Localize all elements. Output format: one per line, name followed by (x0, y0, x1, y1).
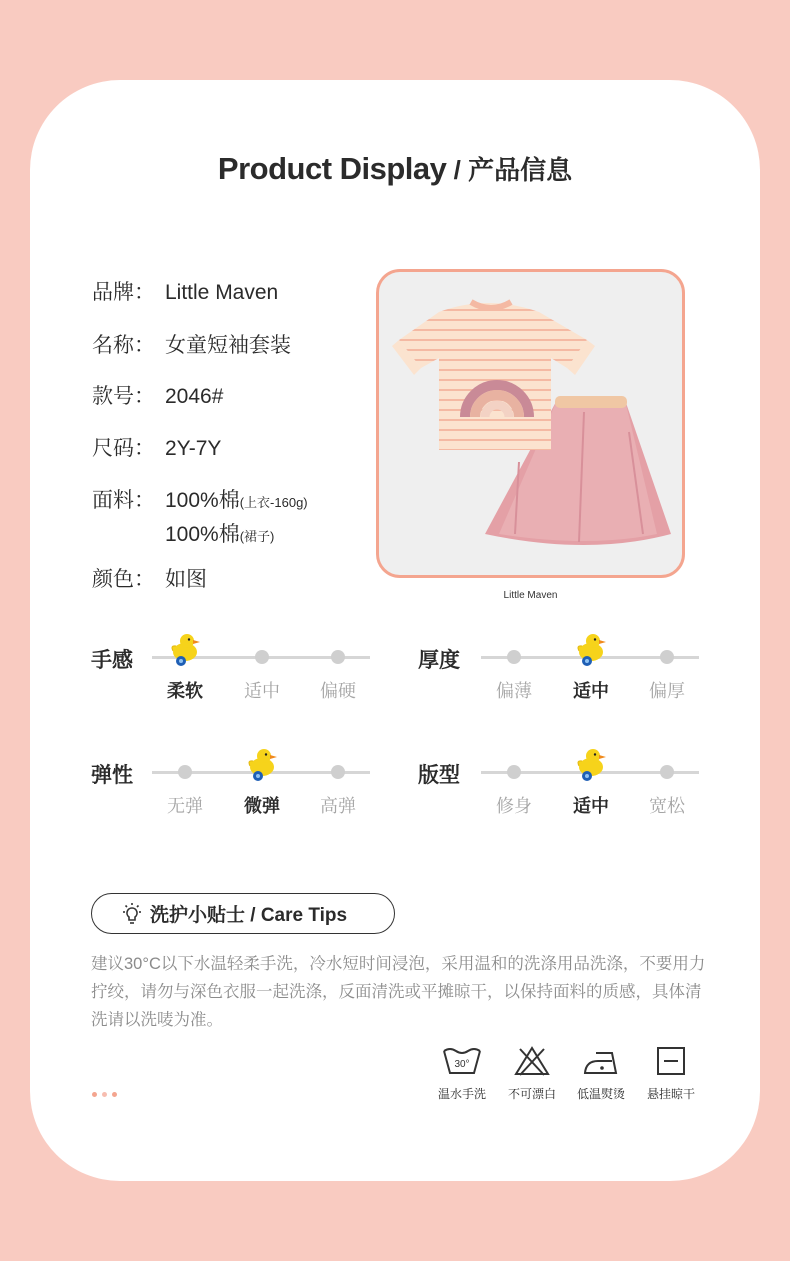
duck-marker-icon (574, 631, 608, 667)
care-icon-label: 温水手洗 (437, 1087, 486, 1101)
product-photo (376, 269, 685, 578)
spec-value: 100%棉 (165, 523, 240, 546)
meter-dot (255, 650, 269, 664)
spec-value: 2Y-7Y (165, 437, 222, 460)
low-iron-icon (582, 1045, 620, 1077)
spec-value: Little Maven (165, 281, 279, 304)
meter-dot (660, 650, 674, 664)
spec-fabric (92, 484, 308, 548)
care-item-hang-dry (636, 1045, 706, 1102)
spec-key: 面料： (92, 489, 155, 512)
lightbulb-icon (120, 902, 144, 926)
spec-key: 品牌： (92, 281, 155, 304)
hang-dry-icon (655, 1045, 687, 1077)
care-icon-label: 悬挂晾干 (646, 1087, 695, 1101)
care-icon-label: 低温熨烫 (576, 1087, 625, 1101)
meter-dot (507, 765, 521, 779)
care-item-no-bleach (497, 1045, 567, 1102)
meter-option: 微弹 (244, 796, 280, 816)
meter-option: 偏厚 (649, 681, 685, 701)
spec-brand (92, 276, 278, 306)
hand-wash-icon (442, 1045, 482, 1077)
meter-option: 适中 (573, 681, 609, 701)
meter-option: 高弹 (320, 796, 356, 816)
duck-marker-icon (245, 746, 279, 782)
spec-value: 100%棉 (165, 489, 240, 512)
spec-note: (上衣-160g) (239, 495, 308, 510)
wash-temp: 30° (454, 1059, 470, 1070)
photo-caption: Little Maven (503, 590, 558, 601)
meter-dot (331, 650, 345, 664)
meter-option: 修身 (496, 796, 532, 816)
no-bleach-icon (514, 1045, 550, 1077)
duck-marker-icon (574, 746, 608, 782)
duck-marker-icon (168, 631, 202, 667)
meter-dot (507, 650, 521, 664)
page-title (0, 150, 790, 187)
outfit-illustration (379, 272, 682, 575)
title-cn: 产品信息 (468, 155, 573, 185)
meter-option: 偏硬 (320, 681, 356, 701)
title-separator: / (446, 155, 469, 185)
care-icon-label: 不可漂白 (507, 1087, 556, 1101)
pagination-dots (92, 1092, 117, 1097)
spec-name (92, 329, 291, 359)
care-item-low-iron (566, 1045, 636, 1102)
spec-size (92, 432, 221, 462)
meter-option: 宽松 (649, 796, 685, 816)
spec-note: (裙子) (239, 529, 275, 544)
spec-model (92, 380, 223, 410)
meter-option: 无弹 (167, 796, 203, 816)
care-instructions: 建议30°C以下水温轻柔手洗，冷水短时间浸泡，采用温和的洗涤用品洗涤，不要用力拧绞，请勿与深色衣服一起洗涤，反面清洗或平摊晾干，以保持面料的质感，具体清洗请以洗唛为准。 (91, 955, 706, 1029)
meter-label: 版型 (418, 764, 460, 787)
care-tips-pill (91, 893, 395, 934)
meter-option: 适中 (573, 796, 609, 816)
meter-dot (178, 765, 192, 779)
spec-key: 尺码： (92, 437, 155, 460)
meter-label: 手感 (91, 649, 133, 672)
spec-value: 女童短袖套装 (165, 334, 291, 357)
spec-key: 颜色： (92, 568, 155, 591)
meter-label: 弹性 (91, 764, 133, 787)
meter-label: 厚度 (418, 649, 460, 672)
meter-dot (660, 765, 674, 779)
spec-value: 如图 (165, 568, 207, 591)
title-en: Product Display (217, 151, 447, 186)
meter-option: 偏薄 (496, 681, 532, 701)
spec-key: 款号： (92, 385, 155, 408)
spec-color (92, 563, 207, 593)
spec-value: 2046# (165, 385, 224, 408)
care-tips-label: 洗护小贴士 / Care Tips (150, 905, 348, 926)
spec-key: 名称： (92, 334, 155, 357)
care-item-hand-wash (427, 1045, 497, 1102)
meter-dot (331, 765, 345, 779)
meter-option: 适中 (244, 681, 280, 701)
meter-option: 柔软 (167, 681, 203, 701)
